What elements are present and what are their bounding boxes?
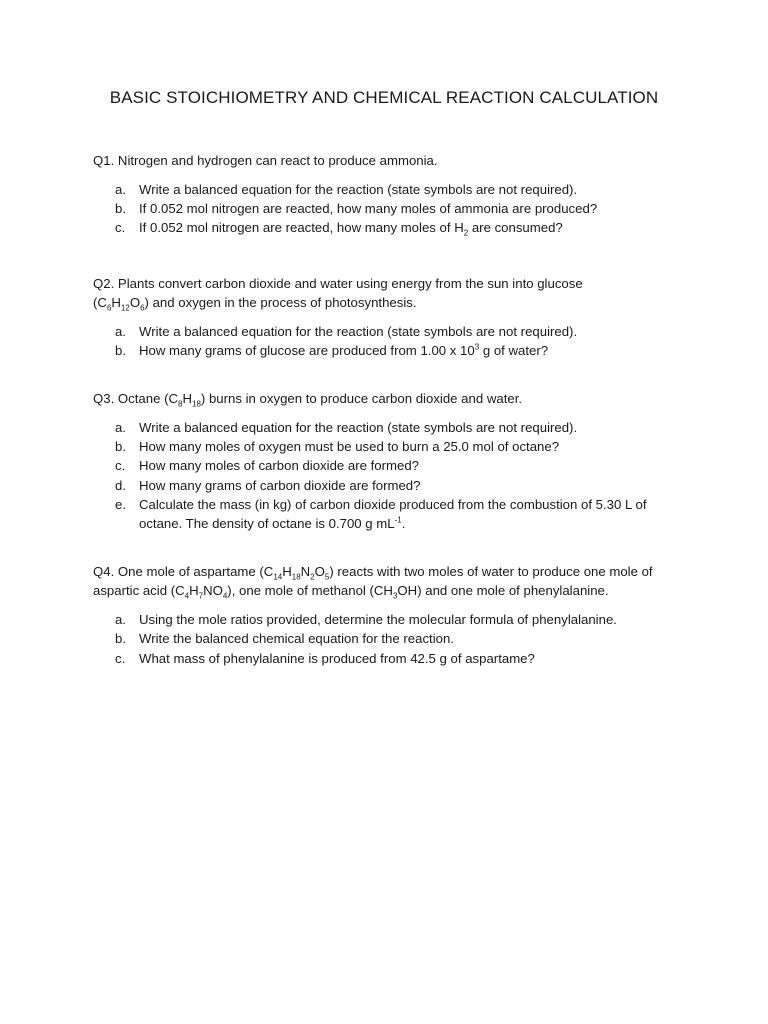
question-3-part-c: [115, 456, 669, 475]
part-marker: a.: [115, 612, 126, 628]
question-1-parts: [93, 180, 669, 238]
part-text: Using the mole ratios provided, determine the molecular formula of phenylalanine.: [139, 612, 617, 628]
question-2-part-b: [115, 341, 669, 360]
part-text: How many grams of carbon dioxide are formed?: [139, 477, 421, 493]
page-title: BASIC STOICHIOMETRY AND CHEMICAL REACTION CALCULATION: [109, 88, 659, 107]
part-text: If 0.052 mol nitrogen are reacted, how many moles of ammonia are produced?: [139, 201, 598, 217]
question-3: Q3. Octane $(C_8H_{18})$ burns in oxygen to produce carbon dioxide and water.: [93, 391, 523, 409]
part-marker: e.: [115, 496, 126, 512]
question-4-part-b: [115, 629, 669, 648]
question-4-part-a: [115, 610, 669, 629]
part-marker: b.: [115, 342, 126, 358]
part-marker: a.: [115, 182, 126, 197]
part-marker: a.: [115, 323, 126, 339]
part-marker: b.: [115, 439, 126, 455]
question-3-parts: [93, 418, 669, 533]
question-1-part-b: [115, 199, 669, 218]
part-text: Write a balanced equation for the reaction (state symbols are not required).: [139, 323, 578, 339]
part-text: If 0.052 mol nitrogen are reacted, how many moles of $H_2$ are consumed?: [139, 220, 563, 239]
question-2-parts: [93, 322, 669, 360]
question-1: Q1. Nitrogen and hydrogen can react to produce ammonia.: [93, 153, 438, 168]
question-2-part-a: [115, 322, 669, 341]
part-text: How many moles of oxygen must be used to burn a 25.0 mol of octane?: [139, 439, 560, 455]
question-3-part-e: [115, 495, 669, 533]
question-4: Q4. One mole of aspartame $(C_{14}H_{18}N_2O_5)$ reacts with two moles of water to produce one mole of aspartic acid $(C_4H_7NO_4)$, one mole of methanol $(CH_3OH)$ and one mole of phenylalanine.: [93, 564, 653, 601]
part-text: Write a balanced equation for the reaction (state symbols are not required).: [139, 420, 578, 436]
part-text: Write a balanced equation for the reaction (state symbols are not required).: [139, 182, 578, 197]
part-marker: b.: [115, 631, 126, 647]
part-marker: a.: [115, 420, 126, 436]
part-text: How many grams of glucose are produced from 1.00 x $10^3$ g of water?: [139, 342, 549, 358]
question-3-part-b: [115, 437, 669, 456]
part-marker: c.: [115, 650, 126, 666]
part-marker: d.: [115, 477, 126, 493]
question-2: Q2. Plants convert carbon dioxide and water using energy from the sun into glucose $(C_6H_{12}O_6)$ and oxygen in the process of photosynthesis.: [93, 275, 583, 313]
question-4-parts: [93, 610, 669, 668]
question-1-part-c: [115, 218, 669, 239]
part-text: Calculate the mass (in kg) of carbon dioxide produced from the combustion of 5.30 L of octane. The density of octane is 0.700 g $mL^{-1}$.: [139, 496, 647, 532]
part-marker: b.: [115, 201, 126, 217]
question-3-part-d: [115, 476, 669, 495]
question-4-part-c: [115, 649, 669, 668]
part-text: Write the balanced chemical equation for the reaction.: [139, 631, 454, 647]
part-marker: c.: [115, 458, 126, 474]
question-1-part-a: [115, 180, 669, 199]
part-text: What mass of phenylalanine is produced from 42.5 g of aspartame?: [139, 650, 535, 666]
part-marker: c.: [115, 220, 126, 236]
part-text: How many moles of carbon dioxide are formed?: [139, 458, 420, 474]
question-3-part-a: [115, 418, 669, 437]
